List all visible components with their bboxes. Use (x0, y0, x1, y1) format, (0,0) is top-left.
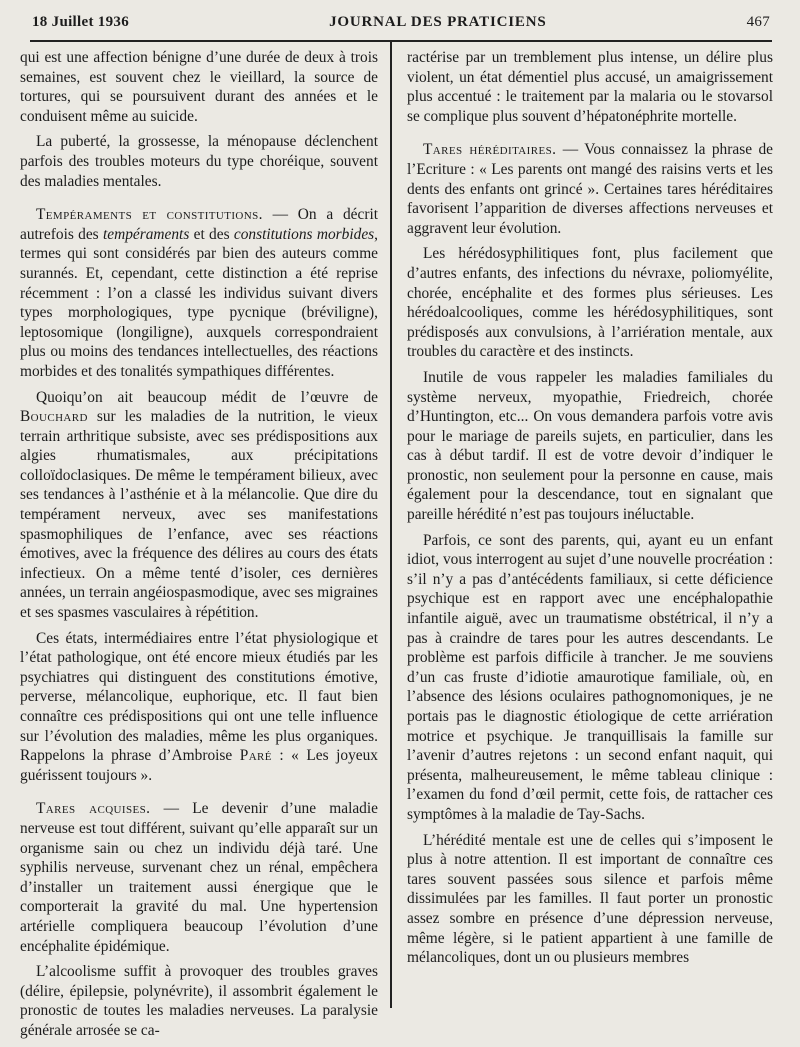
italic-term: tempéraments (102, 225, 190, 243)
paragraph: La puberté, la grossesse, la ménopause déclenchent parfois des troubles moteurs du type choréique, souvent des maladies mentales. (20, 133, 378, 190)
paragraph: ractérise par un tremblement plus intense, un délire plus violent, un état démentiel plus accusé, un amaigrissement plus accentué : le traitement par la malaria ou le stovarsol se complique plus souvent d’hépatonéphrite mortelle. (407, 49, 773, 125)
paragraph: L’hérédité mentale est une de celles qui s’imposent le plus à notre attention. Il est important de connaître ces tares souvent passées sous silence et parfois même dissimulées par les familles. Il faut porter un pronostic assez sombre en présence d’une dépression nerveuse, même légère, si le patient appartient à une famille de mélancoliques, dont un ou plusieurs membres (407, 831, 773, 967)
text-run: Ces états, intermédiaires entre l’état physiologique et l’état pathologique, ont été encore mieux étudiés par les psychiatres qui distinguent des constitutions émotive, perverse, mélancolique, euphorique, etc. Il faut bien connaître ces prédispositions qui ont une telle influence sur l’évolution des maladies, même les plus organiques. Rappelons la phrase d’Ambroise (20, 629, 378, 765)
page-number: 467 (746, 14, 770, 30)
section-tares-hereditaires (407, 140, 773, 238)
text-run: : « Les joyeux guérissent toujours ». (20, 747, 378, 784)
text-run: — Le devenir d’une maladie nerveuse est tout différent, suivant qu’elle apparaît sur un organisme sain ou chez un individu déjà taré. Une syphilis nerveuse, survenant chez un rénal, empêchera d’installer un traitement aussi énergique que le comporterait la gravité du mal. Une hypertension artérielle compliquera beaucoup l’évolution d’une encéphalite épidémique. (20, 800, 378, 955)
section-tares-acquises (20, 799, 378, 956)
text-run: , termes qui sont considérés par bien des auteurs comme surannés. Et, cependant, cette distinction a été reprise récemment : l’on a classé les individus suivant divers types morphologiques, type pycnique (bréviligne), leptosomique (longiligne), auxquels correspondraient plus ou moins des tendances intellectuelles, des réactions morbides et des tonalités sympathiques différentes. (20, 225, 378, 380)
text-run: — On a décrit autrefois des (20, 206, 378, 243)
section-heading: Tares acquises. (36, 800, 151, 818)
column-divider (390, 40, 392, 1008)
running-header (32, 14, 770, 36)
italic-term: constitutions morbides (233, 225, 375, 243)
left-column (20, 48, 378, 1047)
paragraph (20, 388, 378, 623)
paragraph: Les hérédosyphilitiques font, plus facilement que d’autres enfants, des infections du névraxe, poliomyélite, chorée, encéphalite et des formes plus sérieuses. Les hérédoalcooliques, comme les hérédosyphilitiques, sont prédisposés aux convulsions, à l’arriération mentale, aux troubles du caractère et des instincts. (407, 245, 773, 361)
text-run: sur les maladies de la nutrition, le vieux terrain arthritique subsiste, avec ses prédispositions aux algies rhumatismales, aux précipitations colloïdoclasiques. De même le tempérament bilieux, avec ses tendances à l’asthénie et à la mélancolie. Que dire du tempérament nerveux, avec ses manifestations spasmophiliques de l’enfance, avec ses réactions émotives, avec la fréquence des délires au cours des états infectieux. On a même tenté d’isoler, ces dernières années, un terrain angéiospasmodique, avec ses migraines et ses spasmes vasculaires à répétition. (20, 408, 378, 622)
right-column (407, 48, 773, 974)
journal-title: JOURNAL DES PRATICIENS (329, 14, 547, 30)
paragraph: qui est une affection bénigne d’une durée de deux à trois semaines, est souvent chez le vieillard, la source de tortures, qui se poursuivent durant des années et le conduisent même au suicide. (20, 49, 378, 125)
issue-date: 18 Juillet 1936 (32, 14, 129, 30)
section-heading: Tares héréditaires. (423, 141, 557, 159)
author-name: Paré (239, 747, 272, 765)
paragraph: Inutile de vous rappeler les maladies familiales du système nerveux, myopathie, Friedreich, chorée d’Huntington, etc... On vous demandera parfois votre avis pour le mariage de pareils sujets, en particulier, dans les cas à début tardif. Il est de votre devoir d’indiquer le pronostic, non seulement pour la personne en cause, mais également pour la descendance, tout en signalant que pareille hérédité n’est pas toujours inéluctable. (407, 368, 773, 524)
text-run: — Vous connaissez la phrase de l’Ecriture : « Les parents ont mangé des raisins verts et les dents des enfants ont grincé ». Certaines tares héréditaires favorisent l’apparition de diverses affections nerveuses et aggravent leur évolution. (407, 141, 773, 237)
header-rule (30, 40, 772, 42)
section-heading: Tempéraments et constitutions. (36, 206, 263, 224)
paragraph (20, 629, 378, 786)
author-name: Bouchard (20, 408, 88, 426)
text-run: Quoiqu’on ait beaucoup médit de l’œuvre de (36, 388, 378, 406)
text-run: et des (189, 225, 234, 243)
paragraph: L’alcoolisme suffit à provoquer des troubles graves (délire, épilepsie, polynévrite), il assombrit également le pronostic de toutes les maladies nerveuses. La paralysie générale arrosée se ca- (20, 963, 378, 1039)
paragraph: Parfois, ce sont des parents, qui, ayant eu un enfant idiot, vous interrogent au sujet d’une nouvelle procréation : s’il n’y a pas d’antécédents familiaux, si cette déficience psychique est en rapport avec une encéphalopathie infantile aiguë, avec un traumatisme obstétrical, il n’y a pas à craindre de tares pour les autres descendants. Le problème est parfois difficile à trancher. Je me souviens d’un cas fruste d’idiotie amaurotique familiale, où, en l’absence des lésions oculaires pathognomoniques, je ne portais pas le diagnostic étiologique de cette arriération motrice et psychique. Je tranquillisais la famille sur l’avenir d’autres rejetons : un second enfant naquit, qui présenta, malheureusement, le même tableau clinique : l’examen du fond d’œil permit, cette fois, de rattacher ces symptômes à la maladie de Tay-Sachs. (407, 531, 773, 823)
section-temperaments (20, 205, 378, 381)
